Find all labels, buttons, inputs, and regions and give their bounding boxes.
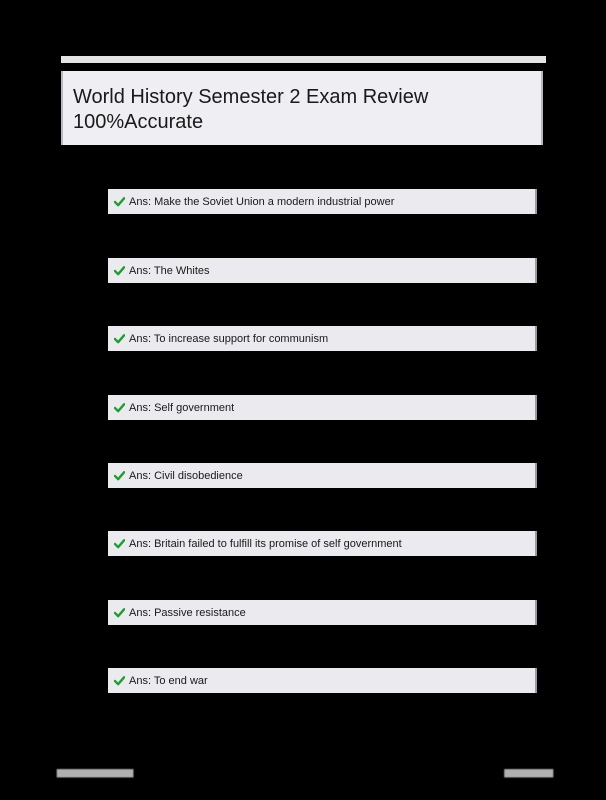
answer-row-8 [108,668,537,693]
answer-row-4 [108,395,537,420]
answer-row-1 [108,189,537,214]
answer-row-7 [108,600,537,625]
answer-text: Ans: The Whites [129,264,210,277]
checkmark-icon [114,196,125,207]
answer-row-6 [108,531,537,556]
answer-text: Ans: Make the Soviet Union a modern industrial power [129,195,395,208]
answer-text: Ans: Passive resistance [129,606,246,619]
top-divider [61,56,546,63]
answer-text: Ans: Civil disobedience [129,469,243,482]
answer-row-2 [108,258,537,283]
checkmark-icon [114,265,125,276]
answer-text: Ans: Self government [129,401,235,414]
checkmark-icon [114,538,125,549]
checkmark-icon [114,402,125,413]
checkmark-icon [114,607,125,618]
answer-row-5 [108,463,537,488]
footer-left-watermark: ▆▆▆▆▆▆▆▆▆▆▆ [57,767,134,777]
checkmark-icon [114,333,125,344]
answer-text: Ans: To end war [129,674,208,687]
document-title-line-2: 100%Accurate [73,111,204,133]
checkmark-icon [114,470,125,481]
footer-right-page-number: ▆▆▆▆▆▆▆ [504,767,553,777]
document-title-line-1: World History Semester 2 Exam Review [73,86,429,108]
document-title-box [61,71,543,145]
answer-row-3 [108,326,537,351]
checkmark-icon [114,675,125,686]
answer-text: Ans: To increase support for communism [129,332,329,345]
answer-text: Ans: Britain failed to fulfill its promise of self government [129,537,402,550]
